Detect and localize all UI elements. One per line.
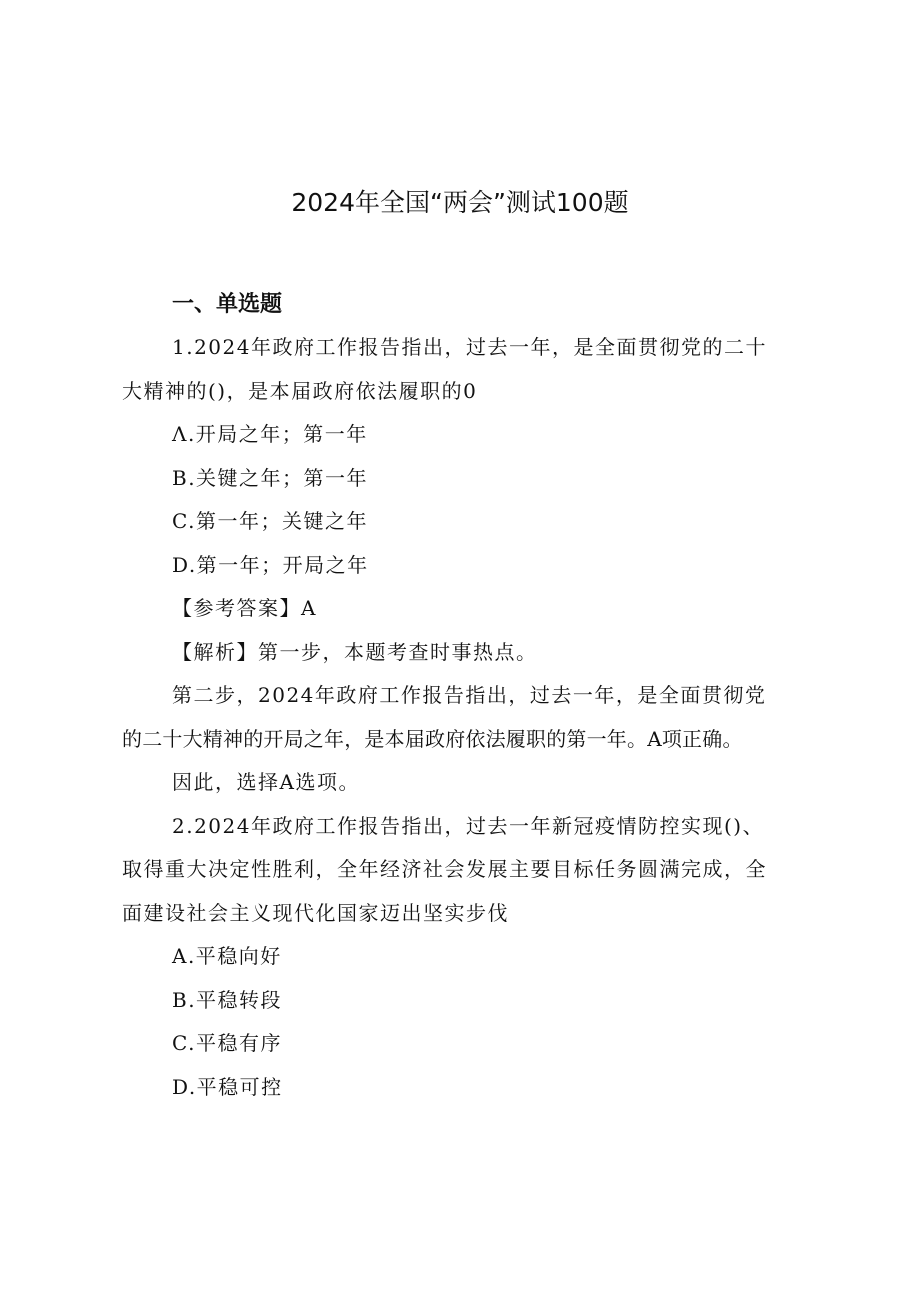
question-1-answer: 【参考答案】A	[172, 596, 317, 620]
question-1-option-b: B.关键之年；第一年	[172, 465, 369, 490]
question-2-stem-line-1: 2.2024年政府工作报告指出，过去一年新冠疫情防控实现()、	[172, 813, 765, 838]
question-2-option-b: B.平稳转段	[172, 987, 283, 1012]
document-title: 2024年全国“两会”测试100题	[291, 188, 629, 217]
question-1-option-c: C.第一年；关键之年	[172, 509, 368, 533]
question-1-option-a: Λ.开局之年；第一年	[172, 422, 368, 446]
question-2-option-d: D.平稳可控	[172, 1074, 283, 1099]
question-2-option-a: A.平稳向好	[172, 944, 282, 968]
section-heading: 一、单选题	[172, 292, 283, 317]
question-1-analysis-line-4: 因此，选择A选项。	[172, 770, 360, 794]
question-2-option-c: C.平稳有序	[172, 1031, 282, 1055]
question-1-analysis-line-1: 【解析】第一步，本题考查时事热点。	[172, 639, 538, 664]
question-1-stem-line-1: 1.2024年政府工作报告指出，过去一年，是全面贯彻党的二十	[172, 335, 767, 359]
question-1-analysis-line-2: 第二步，2024年政府工作报告指出，过去一年，是全面贯彻党	[172, 683, 767, 707]
question-1-option-d: D.第一年；开局之年	[172, 552, 369, 577]
question-2-stem-line-3: 面建设社会主义现代化国家迈出坚实步伐	[122, 900, 509, 925]
question-1-analysis-line-3: 的二十大精神的开局之年，是本届政府依法履职的第一年。A项正确。	[122, 726, 743, 751]
document-body	[122, 326, 822, 1109]
question-1-stem-line-2: 大精神的()，是本届政府依法履职的0	[122, 378, 478, 403]
question-2-stem-line-2: 取得重大决定性胜利，全年经济社会发展主要目标任务圆满完成，全	[122, 857, 767, 881]
